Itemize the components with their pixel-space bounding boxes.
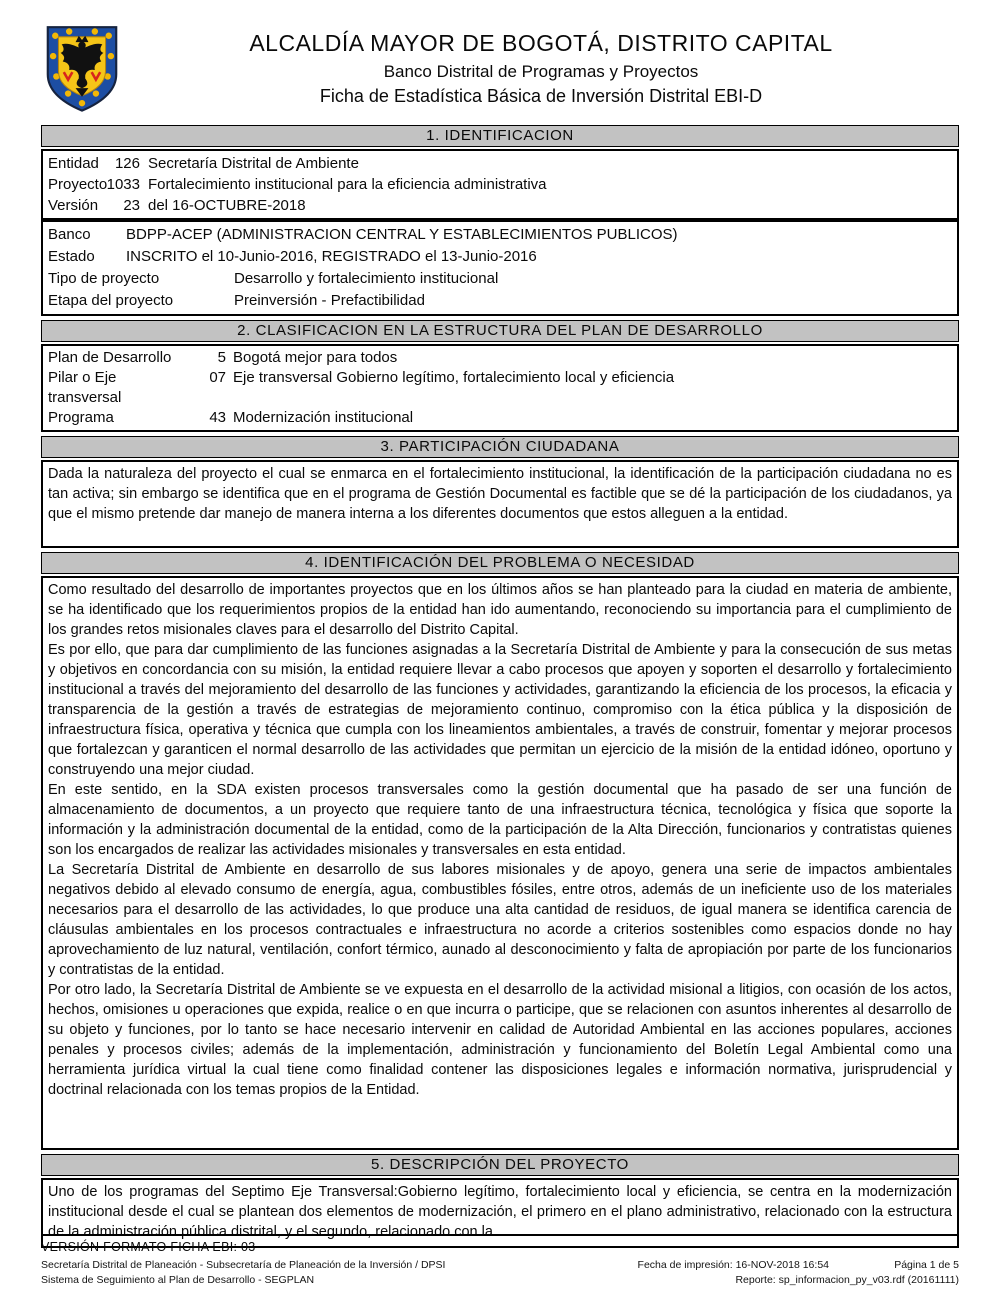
row-proyecto bbox=[48, 174, 952, 195]
section-header-identificacion: 1. IDENTIFICACION bbox=[41, 125, 959, 147]
field-label: Programa bbox=[48, 409, 114, 426]
title-block bbox=[123, 24, 959, 107]
footer-system-line: Sistema de Seguimiento al Plan de Desarrollo - SEGPLAN bbox=[41, 1274, 315, 1286]
problema-paragraph-5: Por otro lado, la Secretaría Distrital de Ambiente se ve expuesta en el desarrollo de la actividad misional a litigios, con ocasión de los actos, hechos, omisiones u operaciones que expida, realice o en que incurra o participe, que se relacionen con asuntos inherentes al desarrollo de su objeto y funciones, por lo tanto se hace necesario intervenir en calidad de Autoridad Ambiental en las acciones populares, acciones penales y procesos civiles; además de la implementación, administración y funcionamiento del Boletín Legal Ambiental como una herramienta jurídica virtual la cual tiene como finalidad contener las disposiciones legales e información normativa, jurisprudencial y doctrinal relacionada con los temas propios de la Entidad. bbox=[48, 982, 952, 1098]
document-subtitle: Banco Distrital de Programas y Proyectos bbox=[383, 62, 699, 81]
footer-row-2 bbox=[41, 1273, 959, 1288]
document-header bbox=[41, 0, 959, 121]
section-header-clasificacion: 2. CLASIFICACION EN LA ESTRUCTURA DEL PLAN DE DESARROLLO bbox=[41, 320, 959, 342]
row-version bbox=[48, 195, 952, 216]
row-entidad bbox=[48, 153, 952, 174]
footer-page-number: Página 1 de 5 bbox=[894, 1259, 959, 1271]
field-label: Entidad bbox=[48, 155, 99, 172]
descripcion-paragraph: Uno de los programas del Septimo Eje Transversal:Gobierno legítimo, fortalecimiento local y eficiencia, se centra en la modernización institucional desde el cual se plantean dos elementos de modernización, el primero en el plano administrativo, relacionado con la estructura de la administración pública distrital, y el segundo, relacionado con la bbox=[48, 1184, 952, 1240]
problema-paragraph-3: En este sentido, en la SDA existen procesos transversales como la gestión documental que ha pasado de ser una función de almacenamiento de documentos, a un proyecto que requiere tanto de una infraestructura técnica, tecnológica y física que soporte la información y la administración documental de la entidad, como de la participación de la Alta Dirección, funcionarios y contratistas quienes son los encargados de realizar las actividades misionales y transversales en esta entidad. bbox=[48, 782, 952, 858]
field-value: INSCRITO el 10-Junio-2016, REGISTRADO el 13-Junio-2016 bbox=[126, 248, 537, 265]
format-version-line: VERSIÓN FORMATO FICHA EBI: 03 bbox=[41, 1240, 256, 1254]
document-type-title: Ficha de Estadística Básica de Inversión Distrital EBI-D bbox=[319, 86, 763, 106]
page-footer bbox=[41, 1234, 959, 1288]
ebi-d-document bbox=[41, 0, 959, 1248]
identificacion-box-b bbox=[41, 220, 959, 316]
row-programa bbox=[48, 408, 952, 428]
field-code: 1033 bbox=[106, 176, 140, 193]
clasificacion-box bbox=[41, 344, 959, 432]
field-code: 43 bbox=[209, 409, 226, 426]
row-tipo-de-proyecto bbox=[48, 268, 952, 290]
footer-report-name: Reporte: sp_informacion_py_v03.rdf (20161111) bbox=[735, 1274, 959, 1286]
row-etapa-del-proyecto bbox=[48, 290, 952, 312]
field-label: Pilar o Eje transversal bbox=[48, 369, 122, 406]
field-label: Versión bbox=[48, 197, 99, 214]
field-code: 126 bbox=[114, 155, 140, 172]
field-value: Secretaría Distrital de Ambiente bbox=[148, 155, 359, 172]
problema-paragraph-2: Es por ello, que para dar cumplimiento de las funciones asignadas a la Secretaría Distrital de Ambiente y para la consecución de sus metas y objetivos en concordancia con su misión, la entidad requiere llevar a cabo procesos que apoyen y soporten el desarrollo y fortalecimiento institucional a través del mejoramiento del desarrollo de las funciones y actividades, garantizando la eficiencia de los procesos, la eficacia y transparencia de la gestión a través de estrategias de mejoramiento continuo, compromiso con la ética pública y la disposición de infraestructura física, operativa y técnica que cumpla con los lineamientos ambientales, a través de construir, fomentar y mejorar procesos que fortalezcan y garanticen el normal desarrollo de las actividades que permitan un ejercicio de la misión de la entidad idóneo, oportuno y construyendo una mejor ciudad. bbox=[48, 642, 952, 778]
section-header-problema: 4. IDENTIFICACIÓN DEL PROBLEMA O NECESIDAD bbox=[41, 552, 959, 574]
field-code: 23 bbox=[123, 197, 140, 214]
field-value: Bogotá mejor para todos bbox=[233, 349, 398, 366]
section-header-participacion: 3. PARTICIPACIÓN CIUDADANA bbox=[41, 436, 959, 458]
field-code: 07 bbox=[209, 369, 226, 386]
field-label: Plan de Desarrollo bbox=[48, 349, 172, 366]
field-label: Tipo de proyecto bbox=[48, 270, 160, 287]
field-code: 5 bbox=[217, 349, 226, 366]
footer-entity-line: Secretaría Distrital de Planeación - Subsecretaría de Planeación de la Inversión / DPSI bbox=[41, 1259, 446, 1271]
field-value: Modernización institucional bbox=[233, 409, 414, 426]
problema-box bbox=[41, 576, 959, 1150]
footer-row-1 bbox=[41, 1258, 959, 1273]
field-label: Banco bbox=[48, 226, 91, 243]
problema-paragraph-4: La Secretaría Distrital de Ambiente en desarrollo de sus labores misionales y de apoyo, genera una serie de impactos ambientales negativos debido al elevado consumo de energía, agua, combustibles fósiles, entre otros, además de un ineficiente uso de los materiales necesarios para el desarrollo de las actividades, lo que produce una alta cantidad de residuos, de igual manera se identifica carencia de cláusulas ambientales en los procesos contractuales e infraestructura no acorde a criterios sostenibles como espacios donde no hay aprovechamiento de luz natural, ventilación, confort térmico, aunado al desconocimiento y falta de apropiación por parte de los funcionarios y contratistas de la entidad. bbox=[48, 862, 952, 978]
coat-of-arms-icon bbox=[43, 24, 121, 116]
footer-print-date: Fecha de impresión: 16-NOV-2018 16:54 bbox=[637, 1259, 829, 1271]
row-banco bbox=[48, 224, 952, 246]
participacion-box bbox=[41, 460, 959, 548]
identificacion-box-a bbox=[41, 149, 959, 220]
field-value: Fortalecimiento institucional para la eficiencia administrativa bbox=[148, 176, 547, 193]
field-value: Preinversión - Prefactibilidad bbox=[234, 292, 425, 309]
organization-title: ALCALDÍA MAYOR DE BOGOTÁ, DISTRITO CAPITAL bbox=[249, 30, 833, 56]
footer-rule bbox=[41, 1234, 959, 1236]
field-label: Proyecto bbox=[48, 176, 108, 193]
field-value: Eje transversal Gobierno legítimo, fortalecimiento local y eficiencia bbox=[233, 369, 675, 386]
row-plan-de-desarrollo bbox=[48, 348, 952, 368]
participacion-paragraph: Dada la naturaleza del proyecto el cual se enmarca en el fortalecimiento institucional, la identificación de la participación ciudadana no es tan activa; sin embargo se identifica que en el programa de Gestión Documental es factible que se dé la participación de los ciudadanos, ya que el mismo pretende dar manejo de manera interna a los diferentes documentos que estos alleguen a la entidad. bbox=[48, 466, 952, 522]
field-label: Estado bbox=[48, 248, 95, 265]
field-value: del 16-OCTUBRE-2018 bbox=[148, 197, 306, 214]
bogota-coat-of-arms-logo bbox=[43, 24, 123, 121]
field-label: Etapa del proyecto bbox=[48, 292, 174, 309]
field-value: BDPP-ACEP (ADMINISTRACION CENTRAL Y ESTABLECIMIENTOS PUBLICOS) bbox=[126, 226, 678, 243]
field-value: Desarrollo y fortalecimiento institucional bbox=[234, 270, 499, 287]
section-header-descripcion: 5. DESCRIPCIÓN DEL PROYECTO bbox=[41, 1154, 959, 1176]
problema-paragraph-1: Como resultado del desarrollo de importantes proyectos que en los últimos años se han planteado para la ciudad en materia de ambiente, se ha identificado que los requerimientos propios de la entidad han ido aumentando, reconociendo su importancia para el cumplimiento de los grandes retos misionales claves para el desarrollo del Distrito Capital. bbox=[48, 582, 952, 638]
row-pilar-o-eje bbox=[48, 368, 952, 408]
row-estado bbox=[48, 246, 952, 268]
